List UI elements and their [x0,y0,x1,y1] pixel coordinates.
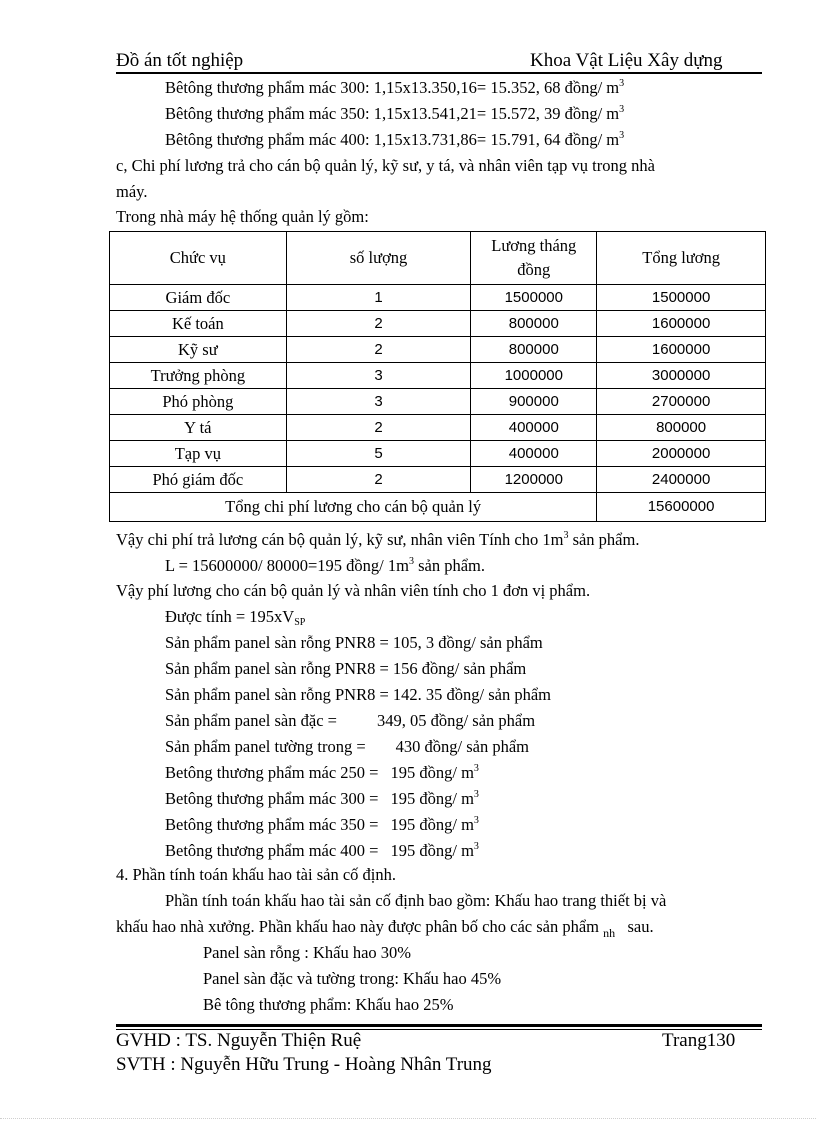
cell-salary: 1000000 [471,363,597,389]
salary-table [109,231,766,522]
top-line-3: Bêtông thương phẩm mác 400: 1,15x13.731,86= 15.791, 64 đồng/ $m^3$ [165,130,625,149]
cell-salary: 1200000 [471,467,597,493]
col-header-qty: số lượng [286,232,471,285]
formula-line: L = 15600000/ 80000=195 đồng/ $1m^3$ sản phẩm. [165,556,485,575]
cell-qty: 2 [286,337,471,363]
product-line: Sản phẩm panel sàn rỗng PNR8 = 156 đồng/ sản phẩm [165,659,527,678]
top-line-2: Bêtông thương phẩm mác 350: 1,15x13.541,21= 15.572, 39 đồng/ $m^3$ [165,104,625,123]
section4-title: 4. Phần tính toán khấu hao tài sản cố định. [116,865,396,884]
cell-salary: 800000 [471,311,597,337]
cell-role: Kế toán [110,311,287,337]
cell-salary: 400000 [471,415,597,441]
table-row [110,337,766,363]
col-header-total: Tổng lương [597,232,766,285]
cell-role: Phó phòng [110,389,287,415]
header-left: Đồ án tốt nghiệp [116,50,244,71]
cell-role: Phó giám đốc [110,467,287,493]
cell-total: 2000000 [597,441,766,467]
cell-role: Tạp vụ [110,441,287,467]
section-c-line2: máy. [116,182,148,201]
calc-line: Được tính = $195xV_{SP}$ [165,607,306,628]
cell-total: 800000 [597,415,766,441]
cell-role: Kỹ sư [110,337,287,363]
page-edge [0,1118,816,1119]
cell-total: 1600000 [597,337,766,363]
top-line-1: Bêtông thương phẩm mác 300: 1,15x13.350,16= 15.352, 68 đồng/ $m^3$ [165,78,625,97]
unit-line: Vậy phí lương cho cán bộ quản lý và nhân viên tính cho 1 đơn vị phẩm. [116,581,591,600]
cell-total: 2700000 [597,389,766,415]
product-line: Sản phẩm panel tường trong = 430 đồng/ sản phẩm [165,737,530,756]
product-line: Sản phẩm panel sàn rỗng PNR8 = 142. 35 đồng/ sản phẩm [165,685,552,704]
cell-qty: 5 [286,441,471,467]
summary-line: Vậy chi phí trả lương cán bộ quản lý, kỹ sư, nhân viên Tính cho $1m^3$ sản phẩm. [116,530,640,549]
section4-p2: khấu hao nhà xưởng. Phần khấu hao này được phân bố cho các sản phẩm $_{nh}$ sau. [116,917,654,940]
footer-svth: SVTH : Nguyễn Hữu Trung - Hoàng Nhân Trung [116,1054,492,1075]
cell-qty: 3 [286,389,471,415]
section4-p1: Phần tính toán khấu hao tài sản cố định bao gồm: Khấu hao trang thiết bị và [165,891,667,910]
table-row [110,311,766,337]
cell-qty: 2 [286,415,471,441]
table-row [110,363,766,389]
table-row [110,441,766,467]
cell-total: 1500000 [597,285,766,311]
cell-salary: 800000 [471,337,597,363]
cell-qty: 3 [286,363,471,389]
cell-role: Trưởng phòng [110,363,287,389]
col-header-role: Chức vụ [110,232,287,285]
total-value: 15600000 [597,493,766,522]
cell-role: Y tá [110,415,287,441]
cell-total: 3000000 [597,363,766,389]
footer-rule-thick [116,1024,762,1027]
cell-qty: 2 [286,467,471,493]
product-line: Sản phẩm panel sàn đặc = 349, 05 đồng/ sản phẩm [165,711,536,730]
product-line: Betông thương phẩm mác 400 = 195 đồng/ $m^3$ [165,841,479,860]
section-c-intro: Trong nhà máy hệ thống quản lý gồm: [116,207,369,226]
table-row [110,285,766,311]
footer-gvhd: GVHD : TS. Nguyễn Thiện Ruệ [116,1030,362,1051]
cell-role: Giám đốc [110,285,287,311]
depreciation-item: Bê tông thương phẩm: Khấu hao 25% [203,995,454,1014]
product-line: Betông thương phẩm mác 350 = 195 đồng/ $m^3$ [165,815,479,834]
table-header-row [110,232,766,285]
table-total-row [110,493,766,522]
header-rule [116,72,762,74]
cell-salary: 400000 [471,441,597,467]
total-label: Tổng chi phí lương cho cán bộ quản lý [110,493,597,522]
table-row [110,415,766,441]
product-line: Betông thương phẩm mác 300 = 195 đồng/ $m^3$ [165,789,479,808]
depreciation-item: Panel sàn rỗng : Khấu hao 30% [203,943,412,962]
cell-salary: 1500000 [471,285,597,311]
product-line: Betông thương phẩm mác 250 = 195 đồng/ $m^3$ [165,763,479,782]
section-c-line1: c, Chi phí lương trả cho cán bộ quản lý, kỹ sư, y tá, và nhân viên tạp vụ trong nhà [116,156,655,175]
table-row [110,389,766,415]
footer-page: Trang130 [662,1030,736,1051]
cell-qty: 2 [286,311,471,337]
header-right: Khoa Vật Liệu Xây dựng [530,50,723,71]
cell-qty: 1 [286,285,471,311]
cell-salary: 900000 [471,389,597,415]
cell-total: 2400000 [597,467,766,493]
table-row [110,467,766,493]
cell-total: 1600000 [597,311,766,337]
depreciation-item: Panel sàn đặc và tường trong: Khấu hao 45% [203,969,502,988]
product-line: Sản phẩm panel sàn rỗng PNR8 = 105, 3 đồng/ sản phẩm [165,633,543,652]
col-header-salary: Lương tháng đồng [471,232,597,285]
